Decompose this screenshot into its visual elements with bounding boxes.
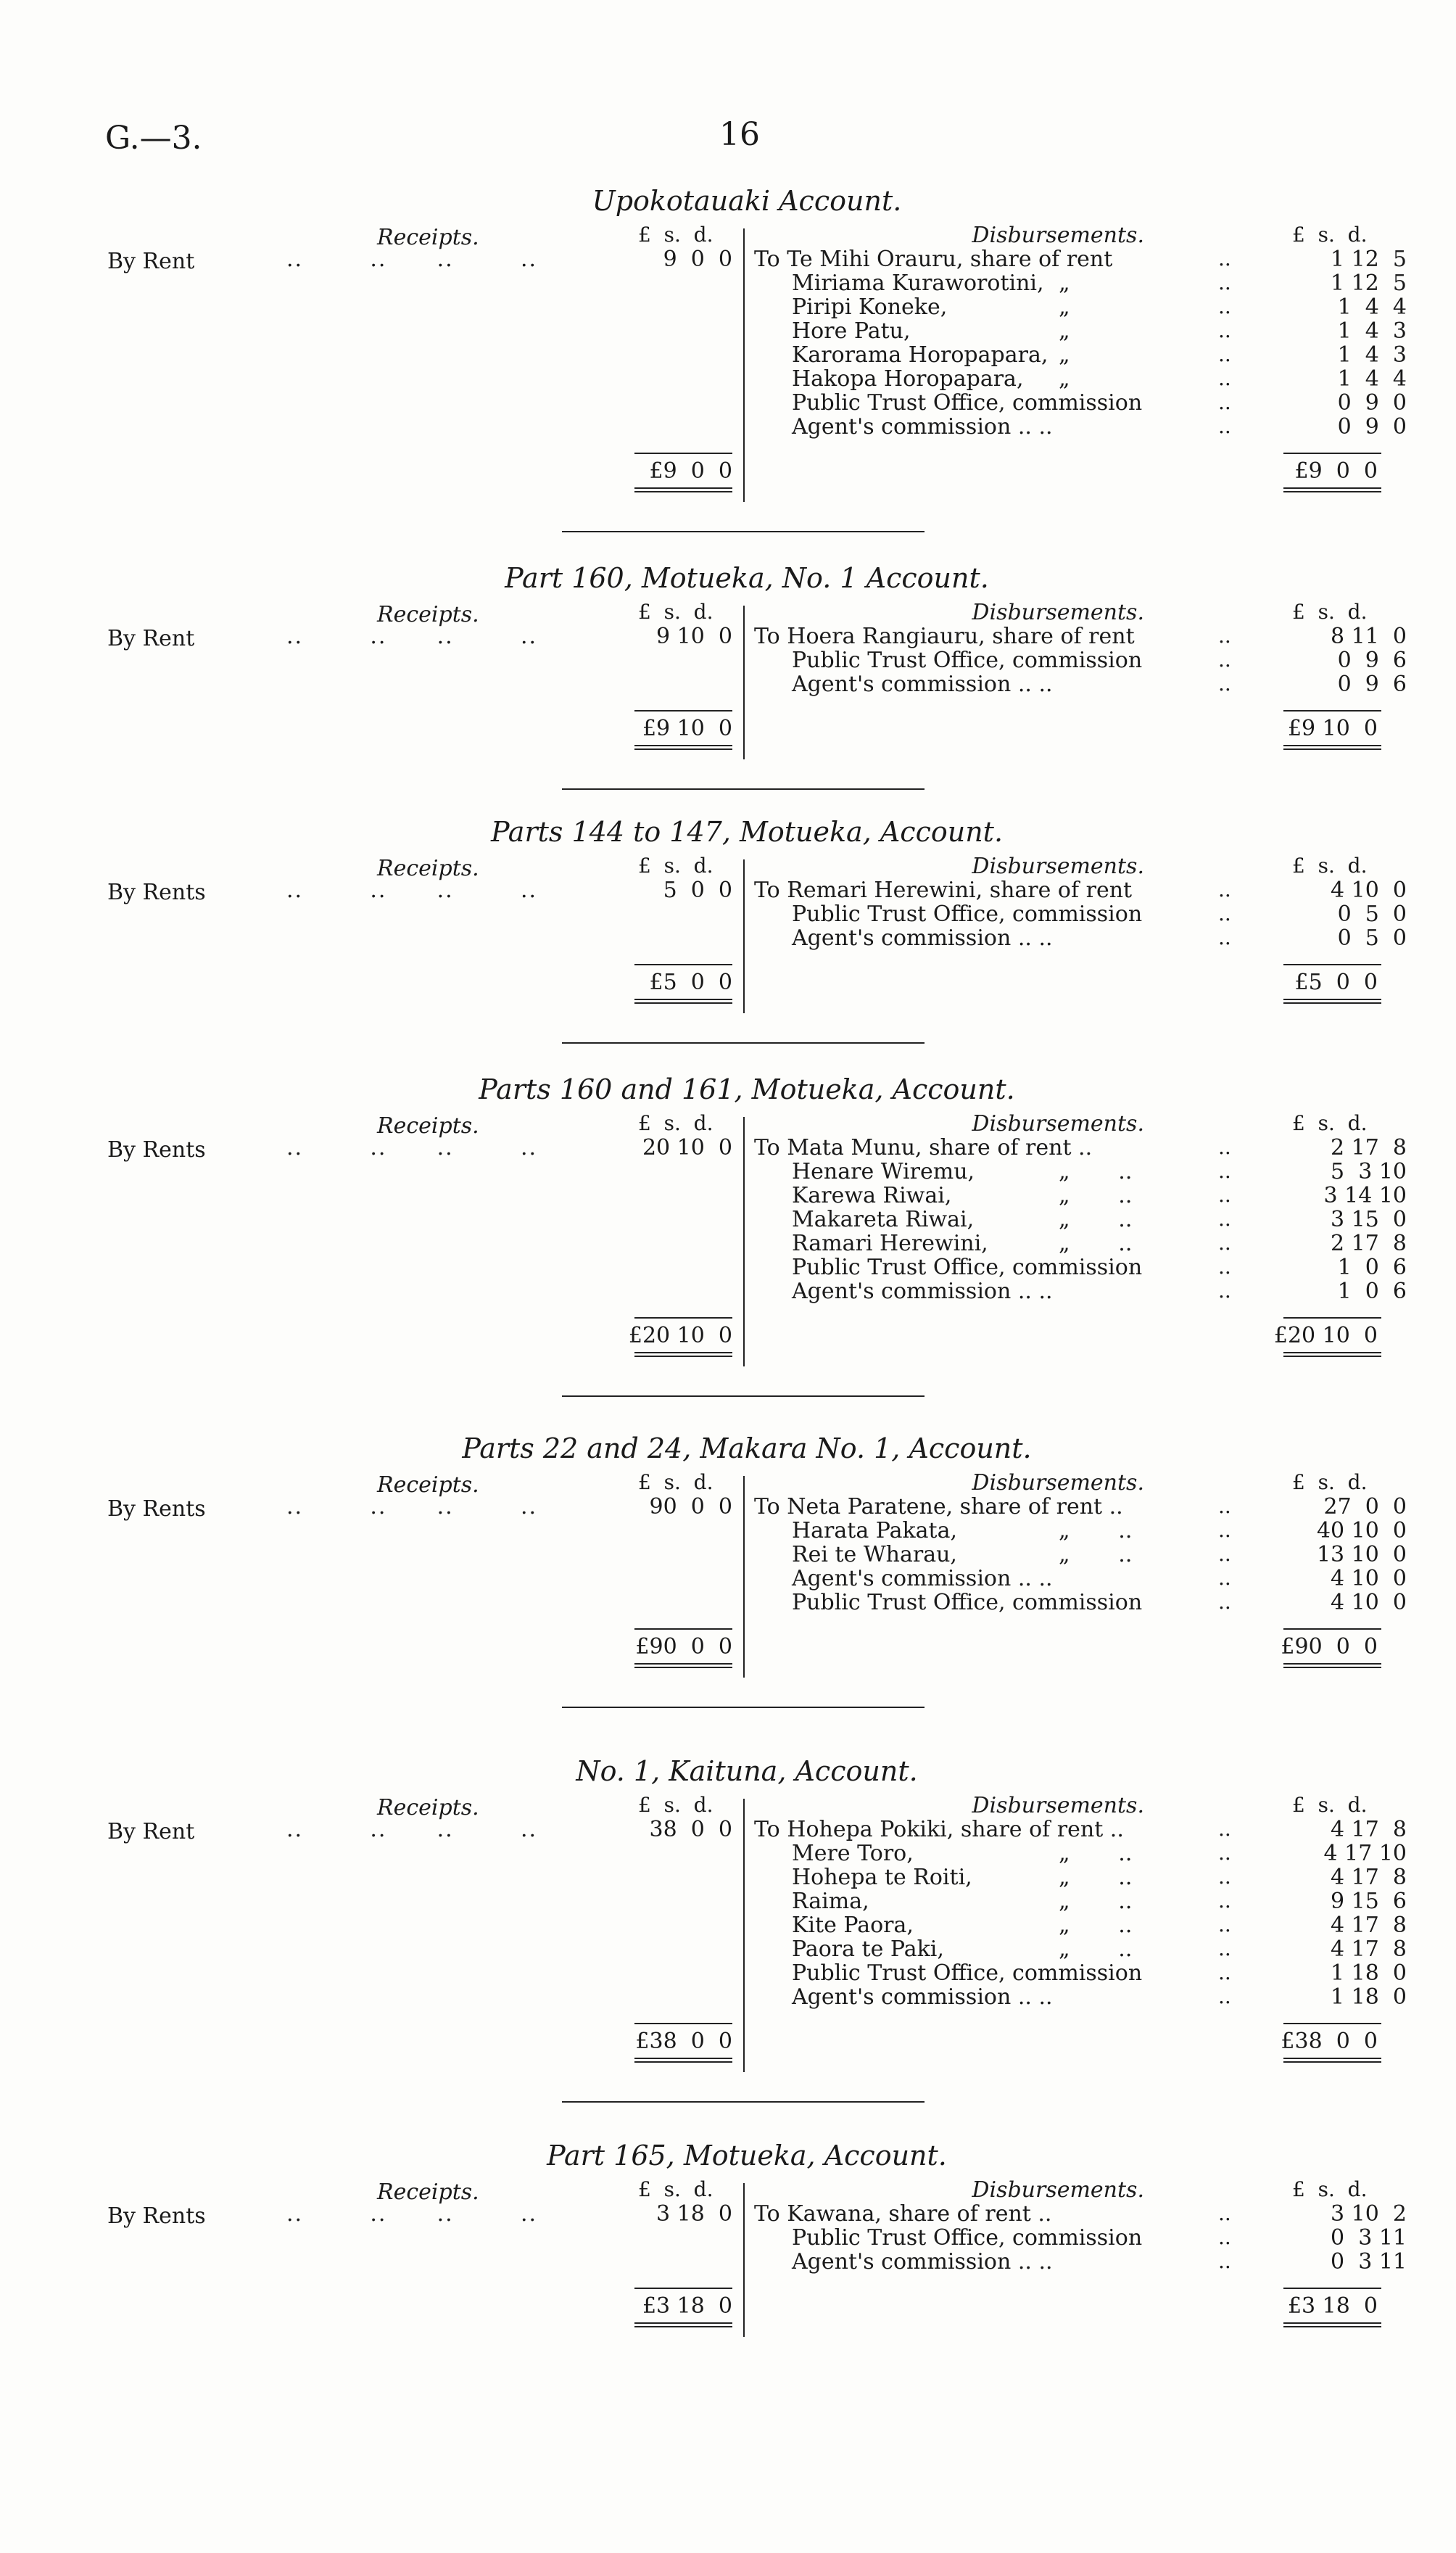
payee-name: Public Trust Office, commission bbox=[792, 902, 1143, 927]
ditto-mark: „ .. bbox=[1059, 1937, 1133, 1962]
disbursement-row bbox=[754, 1207, 1407, 1232]
lsd-heading: £ s. d. bbox=[1292, 1470, 1368, 1494]
total-double-rule bbox=[634, 2058, 732, 2063]
receipt-amount: 90 0 0 bbox=[649, 1494, 732, 1519]
leader-dots: .. bbox=[1218, 878, 1231, 902]
total-double-rule bbox=[634, 2322, 732, 2327]
disbursement-amount: 1 4 3 bbox=[1337, 342, 1407, 368]
payee-name: Agent's commission .. .. bbox=[792, 1984, 1053, 2010]
disbursement-row bbox=[754, 294, 1407, 319]
disbursement-amount: 4 17 8 bbox=[1331, 1937, 1407, 1962]
leader-dots: .. bbox=[1218, 1159, 1231, 1183]
disbursement-amount: 2 17 8 bbox=[1331, 1231, 1407, 1256]
receipt-amount: 9 10 0 bbox=[656, 624, 732, 649]
account-separator bbox=[562, 788, 925, 790]
column-divider bbox=[743, 1117, 745, 1366]
disbursement-amount: 0 9 0 bbox=[1337, 390, 1407, 416]
leader-dots: .. bbox=[1218, 1865, 1231, 1889]
leader-dots: .. bbox=[1218, 902, 1231, 925]
disbursement-row bbox=[754, 1817, 1407, 1841]
sum-rule bbox=[1283, 1317, 1381, 1319]
leader-dots: .. bbox=[1218, 1183, 1231, 1207]
leader-dots: .. .. .. .. bbox=[286, 1817, 538, 1842]
payee-name: To Hohepa Pokiki, share of rent .. bbox=[754, 1817, 1124, 1842]
leader-dots: .. .. .. .. bbox=[286, 878, 538, 903]
column-divider bbox=[743, 606, 745, 759]
account-title: No. 1, Kaituna, Account. bbox=[576, 1755, 918, 1787]
receipt-amount: 5 0 0 bbox=[663, 878, 732, 903]
disbursements-total: £5 0 0 bbox=[1294, 970, 1378, 995]
disbursement-row bbox=[754, 1865, 1407, 1889]
account-title: Parts 160 and 161, Motueka, Account. bbox=[479, 1073, 1015, 1105]
leader-dots: .. .. .. .. bbox=[286, 624, 538, 649]
disbursement-amount: 3 10 2 bbox=[1331, 2201, 1407, 2227]
sum-rule bbox=[634, 1317, 732, 1319]
ditto-mark: „ .. bbox=[1059, 1207, 1133, 1232]
disbursement-row bbox=[754, 1960, 1407, 1985]
receipt-label: By Rent bbox=[107, 1819, 195, 1844]
disbursement-row bbox=[754, 1889, 1407, 1913]
leader-dots: .. bbox=[1218, 925, 1231, 949]
page-header bbox=[0, 0, 1456, 174]
disbursement-row bbox=[754, 1518, 1407, 1543]
leader-dots: .. bbox=[1218, 366, 1231, 390]
disbursement-row bbox=[754, 271, 1407, 295]
disbursement-amount: 5 3 10 bbox=[1331, 1159, 1407, 1184]
disbursement-amount: 8 11 0 bbox=[1331, 624, 1407, 649]
disbursements-heading: Disbursements. bbox=[972, 223, 1144, 248]
receipts-total: £9 0 0 bbox=[649, 458, 732, 484]
disbursement-row bbox=[754, 1159, 1407, 1184]
sum-rule bbox=[1283, 964, 1381, 965]
disbursement-amount: 1 4 4 bbox=[1337, 366, 1407, 392]
disbursement-row bbox=[754, 1566, 1407, 1591]
leader-dots: .. bbox=[1218, 2225, 1231, 2249]
disbursement-row bbox=[754, 878, 1407, 902]
disbursements-total: £9 10 0 bbox=[1287, 716, 1378, 741]
receipts-heading: Receipts. bbox=[377, 225, 479, 250]
leader-dots: .. bbox=[1218, 1542, 1231, 1566]
disbursement-amount: 27 0 0 bbox=[1323, 1494, 1407, 1519]
disbursements-total: £3 18 0 bbox=[1287, 2293, 1378, 2319]
disbursements-heading: Disbursements. bbox=[972, 1111, 1144, 1137]
column-divider bbox=[743, 1799, 745, 2072]
disbursement-amount: 0 9 6 bbox=[1337, 672, 1407, 697]
disbursements-heading: Disbursements. bbox=[972, 854, 1144, 879]
disbursement-row bbox=[754, 2249, 1407, 2274]
disbursement-row bbox=[754, 1135, 1407, 1160]
leader-dots: .. bbox=[1218, 1889, 1231, 1913]
disbursement-row bbox=[754, 1913, 1407, 1937]
receipts-total: £90 0 0 bbox=[635, 1634, 732, 1659]
disbursement-amount: 4 10 0 bbox=[1331, 1590, 1407, 1615]
document-reference: G.—3. bbox=[105, 120, 202, 157]
receipts-total: £5 0 0 bbox=[649, 970, 732, 995]
ditto-mark: „ bbox=[1059, 366, 1070, 392]
leader-dots: .. bbox=[1218, 1960, 1231, 1984]
leader-dots: .. bbox=[1218, 1231, 1231, 1255]
leader-dots: .. bbox=[1218, 1590, 1231, 1614]
disbursement-row bbox=[754, 925, 1407, 950]
ditto-mark: „ bbox=[1059, 271, 1070, 296]
leader-dots: .. bbox=[1218, 1937, 1231, 1960]
leader-dots: .. .. .. .. bbox=[286, 1494, 538, 1519]
payee-name: Miriama Kuraworotini, bbox=[792, 271, 1044, 296]
lsd-heading: £ s. d. bbox=[638, 1470, 713, 1494]
payee-name: Raima, bbox=[792, 1889, 869, 1914]
lsd-heading: £ s. d. bbox=[638, 600, 713, 624]
disbursement-row bbox=[754, 902, 1407, 926]
disbursement-row bbox=[754, 366, 1407, 391]
account-title: Parts 144 to 147, Motueka, Account. bbox=[490, 816, 1004, 848]
disbursement-amount: 1 18 0 bbox=[1331, 1984, 1407, 2010]
ditto-mark: „ .. bbox=[1059, 1889, 1133, 1914]
receipt-amount: 20 10 0 bbox=[642, 1135, 732, 1160]
receipt-label: By Rents bbox=[107, 880, 206, 905]
leader-dots: .. .. .. .. bbox=[286, 247, 538, 272]
leader-dots: .. bbox=[1218, 624, 1231, 648]
column-divider bbox=[743, 2183, 745, 2337]
payee-name: Public Trust Office, commission bbox=[792, 1255, 1143, 1280]
leader-dots: .. bbox=[1218, 1913, 1231, 1937]
disbursement-amount: 3 14 10 bbox=[1323, 1183, 1407, 1208]
disbursement-amount: 1 12 5 bbox=[1331, 247, 1407, 272]
payee-name: Hohepa te Roiti, bbox=[792, 1865, 972, 1890]
sum-rule bbox=[634, 453, 732, 454]
receipt-label: By Rents bbox=[107, 1496, 206, 1522]
payee-name: Karewa Riwai, bbox=[792, 1183, 952, 1208]
leader-dots: .. bbox=[1218, 1207, 1231, 1231]
receipts-heading: Receipts. bbox=[377, 2179, 479, 2205]
disbursement-amount: 3 15 0 bbox=[1331, 1207, 1407, 1232]
leader-dots: .. bbox=[1218, 1255, 1231, 1279]
ditto-mark: „ bbox=[1059, 294, 1070, 320]
receipt-label: By Rent bbox=[107, 626, 195, 651]
disbursements-heading: Disbursements. bbox=[972, 1793, 1144, 1818]
ditto-mark: „ .. bbox=[1059, 1841, 1133, 1866]
receipts-total: £3 18 0 bbox=[642, 2293, 732, 2319]
total-double-rule bbox=[1283, 1663, 1381, 1668]
lsd-heading: £ s. d. bbox=[638, 223, 713, 247]
payee-name: Public Trust Office, commission bbox=[792, 2225, 1143, 2251]
payee-name: Agent's commission .. .. bbox=[792, 1279, 1053, 1304]
payee-name: Agent's commission .. .. bbox=[792, 1566, 1053, 1591]
payee-name: Public Trust Office, commission bbox=[792, 1590, 1143, 1615]
lsd-heading: £ s. d. bbox=[1292, 2177, 1368, 2201]
payee-name: Hakopa Horopapara, bbox=[792, 366, 1024, 392]
leader-dots: .. bbox=[1218, 318, 1231, 342]
payee-name: Karorama Horopapara, bbox=[792, 342, 1048, 368]
ditto-mark: „ bbox=[1059, 342, 1070, 368]
disbursements-heading: Disbursements. bbox=[972, 1470, 1144, 1496]
lsd-heading: £ s. d. bbox=[638, 1111, 713, 1135]
payee-name: To Neta Paratene, share of rent .. bbox=[754, 1494, 1123, 1519]
ditto-mark: „ .. bbox=[1059, 1231, 1133, 1256]
ditto-mark: „ bbox=[1059, 318, 1070, 344]
receipts-total: £20 10 0 bbox=[628, 1323, 732, 1348]
disbursement-amount: 1 0 6 bbox=[1337, 1255, 1407, 1280]
sum-rule bbox=[634, 2288, 732, 2289]
disbursement-amount: 40 10 0 bbox=[1316, 1518, 1407, 1543]
leader-dots: .. bbox=[1218, 672, 1231, 696]
payee-name: Public Trust Office, commission bbox=[792, 390, 1143, 416]
disbursement-row bbox=[754, 1279, 1407, 1303]
disbursement-row bbox=[754, 1841, 1407, 1865]
sum-rule bbox=[634, 710, 732, 712]
ditto-mark: „ .. bbox=[1059, 1518, 1133, 1543]
lsd-heading: £ s. d. bbox=[638, 1793, 713, 1817]
disbursement-amount: 4 10 0 bbox=[1331, 878, 1407, 903]
disbursement-row bbox=[754, 1255, 1407, 1279]
page-number: 16 bbox=[719, 116, 760, 153]
payee-name: To Hoera Rangiauru, share of rent bbox=[754, 624, 1135, 649]
lsd-heading: £ s. d. bbox=[1292, 223, 1368, 247]
disbursement-amount: 4 17 8 bbox=[1331, 1913, 1407, 1938]
sum-rule bbox=[1283, 710, 1381, 712]
disbursement-amount: 1 0 6 bbox=[1337, 1279, 1407, 1304]
ditto-mark: „ .. bbox=[1059, 1913, 1133, 1938]
lsd-heading: £ s. d. bbox=[1292, 1793, 1368, 1817]
disbursement-row bbox=[754, 2225, 1407, 2250]
total-double-rule bbox=[634, 1352, 732, 1357]
disbursement-amount: 0 5 0 bbox=[1337, 925, 1407, 951]
payee-name: To Mata Munu, share of rent .. bbox=[754, 1135, 1093, 1160]
disbursement-amount: 1 12 5 bbox=[1331, 271, 1407, 296]
account-separator bbox=[562, 2101, 925, 2103]
leader-dots: .. .. .. .. bbox=[286, 1135, 538, 1160]
total-double-rule bbox=[634, 1663, 732, 1668]
receipt-amount: 38 0 0 bbox=[649, 1817, 732, 1842]
disbursement-amount: 4 17 8 bbox=[1331, 1817, 1407, 1842]
leader-dots: .. bbox=[1218, 294, 1231, 318]
account-title: Upokotauaki Account. bbox=[592, 185, 902, 217]
disbursement-amount: 13 10 0 bbox=[1316, 1542, 1407, 1567]
disbursement-row bbox=[754, 318, 1407, 343]
disbursement-row bbox=[754, 1542, 1407, 1567]
disbursements-total: £90 0 0 bbox=[1281, 1634, 1378, 1659]
leader-dots: .. .. .. .. bbox=[286, 2201, 538, 2227]
disbursement-row bbox=[754, 624, 1407, 648]
receipt-amount: 9 0 0 bbox=[663, 247, 732, 272]
payee-name: Agent's commission .. .. bbox=[792, 414, 1053, 440]
lsd-heading: £ s. d. bbox=[1292, 1111, 1368, 1135]
disbursement-amount: 4 17 10 bbox=[1323, 1841, 1407, 1866]
disbursements-heading: Disbursements. bbox=[972, 2177, 1144, 2203]
payee-name: Piripi Koneke, bbox=[792, 294, 948, 320]
leader-dots: .. bbox=[1218, 342, 1231, 366]
ditto-mark: „ .. bbox=[1059, 1183, 1133, 1208]
column-divider bbox=[743, 228, 745, 502]
disbursements-heading: Disbursements. bbox=[972, 600, 1144, 625]
disbursement-row bbox=[754, 414, 1407, 439]
account-title: Parts 22 and 24, Makara No. 1, Account. bbox=[462, 1432, 1032, 1464]
total-double-rule bbox=[1283, 487, 1381, 492]
leader-dots: .. bbox=[1218, 1841, 1231, 1865]
disbursements-total: £38 0 0 bbox=[1281, 2029, 1378, 2054]
leader-dots: .. bbox=[1218, 1279, 1231, 1303]
leader-dots: .. bbox=[1218, 390, 1231, 414]
sum-rule bbox=[634, 964, 732, 965]
payee-name: Agent's commission .. .. bbox=[792, 925, 1053, 951]
leader-dots: .. bbox=[1218, 2249, 1231, 2273]
disbursement-amount: 0 5 0 bbox=[1337, 902, 1407, 927]
ditto-mark: „ .. bbox=[1059, 1542, 1133, 1567]
payee-name: Paora te Paki, bbox=[792, 1937, 944, 1962]
disbursement-amount: 0 3 11 bbox=[1331, 2249, 1407, 2274]
disbursement-amount: 0 9 6 bbox=[1337, 648, 1407, 673]
leader-dots: .. bbox=[1218, 2201, 1231, 2225]
lsd-heading: £ s. d. bbox=[638, 854, 713, 878]
receipts-heading: Receipts. bbox=[377, 1795, 479, 1820]
sum-rule bbox=[1283, 2288, 1381, 2289]
payee-name: Harata Pakata, bbox=[792, 1518, 958, 1543]
disbursement-amount: 9 15 6 bbox=[1331, 1889, 1407, 1914]
ditto-mark: „ .. bbox=[1059, 1159, 1133, 1184]
sum-rule bbox=[634, 1628, 732, 1630]
receipts-total: £38 0 0 bbox=[635, 2029, 732, 2054]
sum-rule bbox=[1283, 1628, 1381, 1630]
payee-name: To Te Mihi Orauru, share of rent bbox=[754, 247, 1113, 272]
account-block bbox=[0, 185, 1456, 490]
disbursement-row bbox=[754, 648, 1407, 672]
total-double-rule bbox=[1283, 999, 1381, 1004]
payee-name: Kite Paora, bbox=[792, 1913, 914, 1938]
disbursements-total: £20 10 0 bbox=[1273, 1323, 1378, 1348]
payee-name: Rei te Wharau, bbox=[792, 1542, 957, 1567]
account-separator bbox=[562, 1395, 925, 1397]
total-double-rule bbox=[634, 999, 732, 1004]
leader-dots: .. bbox=[1218, 1566, 1231, 1590]
payee-name: To Kawana, share of rent .. bbox=[754, 2201, 1052, 2227]
disbursement-row bbox=[754, 1937, 1407, 1961]
disbursement-row bbox=[754, 672, 1407, 696]
account-separator bbox=[562, 531, 925, 532]
disbursement-row bbox=[754, 1183, 1407, 1208]
sum-rule bbox=[634, 2023, 732, 2024]
leader-dots: .. bbox=[1218, 414, 1231, 438]
payee-name: Agent's commission .. .. bbox=[792, 2249, 1053, 2274]
column-divider bbox=[743, 859, 745, 1013]
disbursement-row bbox=[754, 342, 1407, 367]
account-block bbox=[0, 1073, 1456, 1378]
payee-name: Henare Wiremu, bbox=[792, 1159, 975, 1184]
receipt-label: By Rents bbox=[107, 1137, 206, 1163]
disbursement-amount: 4 17 8 bbox=[1331, 1865, 1407, 1890]
payee-name: Public Trust Office, commission bbox=[792, 1960, 1143, 1986]
account-separator bbox=[562, 1042, 925, 1044]
ditto-mark: „ .. bbox=[1059, 1865, 1133, 1890]
disbursement-row bbox=[754, 390, 1407, 415]
account-separator bbox=[562, 1707, 925, 1708]
receipt-label: By Rent bbox=[107, 249, 195, 274]
disbursement-row bbox=[754, 1494, 1407, 1519]
lsd-heading: £ s. d. bbox=[638, 2177, 713, 2201]
disbursement-amount: 1 18 0 bbox=[1331, 1960, 1407, 1986]
account-title: Part 160, Motueka, No. 1 Account. bbox=[505, 562, 989, 594]
disbursement-row bbox=[754, 2201, 1407, 2226]
leader-dots: .. bbox=[1218, 1518, 1231, 1542]
leader-dots: .. bbox=[1218, 1135, 1231, 1159]
account-block bbox=[0, 2140, 1456, 2444]
disbursements-total: £9 0 0 bbox=[1294, 458, 1378, 484]
payee-name: Mere Toro, bbox=[792, 1841, 914, 1866]
disbursement-row bbox=[754, 1984, 1407, 2009]
disbursement-row bbox=[754, 1590, 1407, 1614]
total-double-rule bbox=[1283, 2058, 1381, 2063]
payee-name: Ramari Herewini, bbox=[792, 1231, 988, 1256]
total-double-rule bbox=[1283, 745, 1381, 750]
disbursement-amount: 4 10 0 bbox=[1331, 1566, 1407, 1591]
payee-name: Agent's commission .. .. bbox=[792, 672, 1053, 697]
leader-dots: .. bbox=[1218, 1494, 1231, 1518]
column-divider bbox=[743, 1476, 745, 1678]
total-double-rule bbox=[1283, 2322, 1381, 2327]
disbursement-amount: 0 3 11 bbox=[1331, 2225, 1407, 2251]
disbursement-row bbox=[754, 1231, 1407, 1255]
disbursement-amount: 0 9 0 bbox=[1337, 414, 1407, 440]
receipt-label: By Rents bbox=[107, 2203, 206, 2229]
payee-name: Public Trust Office, commission bbox=[792, 648, 1143, 673]
total-double-rule bbox=[1283, 1352, 1381, 1357]
payee-name: Makareta Riwai, bbox=[792, 1207, 975, 1232]
receipts-heading: Receipts. bbox=[377, 602, 479, 627]
sum-rule bbox=[1283, 2023, 1381, 2024]
receipts-heading: Receipts. bbox=[377, 1472, 479, 1498]
payee-name: To Remari Herewini, share of rent bbox=[754, 878, 1133, 903]
receipts-heading: Receipts. bbox=[377, 856, 479, 881]
total-double-rule bbox=[634, 745, 732, 750]
lsd-heading: £ s. d. bbox=[1292, 600, 1368, 624]
disbursement-amount: 1 4 3 bbox=[1337, 318, 1407, 344]
leader-dots: .. bbox=[1218, 247, 1231, 271]
receipts-total: £9 10 0 bbox=[642, 716, 732, 741]
receipt-amount: 3 18 0 bbox=[656, 2201, 732, 2227]
account-title: Part 165, Motueka, Account. bbox=[547, 2140, 947, 2172]
disbursement-amount: 2 17 8 bbox=[1331, 1135, 1407, 1160]
disbursement-amount: 1 4 4 bbox=[1337, 294, 1407, 320]
account-block bbox=[0, 1755, 1456, 2060]
total-double-rule bbox=[634, 487, 732, 492]
receipts-heading: Receipts. bbox=[377, 1113, 479, 1139]
payee-name: Hore Patu, bbox=[792, 318, 911, 344]
leader-dots: .. bbox=[1218, 1817, 1231, 1841]
disbursement-row bbox=[754, 247, 1407, 271]
sum-rule bbox=[1283, 453, 1381, 454]
account-block bbox=[0, 1432, 1456, 1737]
leader-dots: .. bbox=[1218, 1984, 1231, 2008]
lsd-heading: £ s. d. bbox=[1292, 854, 1368, 878]
leader-dots: .. bbox=[1218, 271, 1231, 294]
leader-dots: .. bbox=[1218, 648, 1231, 672]
